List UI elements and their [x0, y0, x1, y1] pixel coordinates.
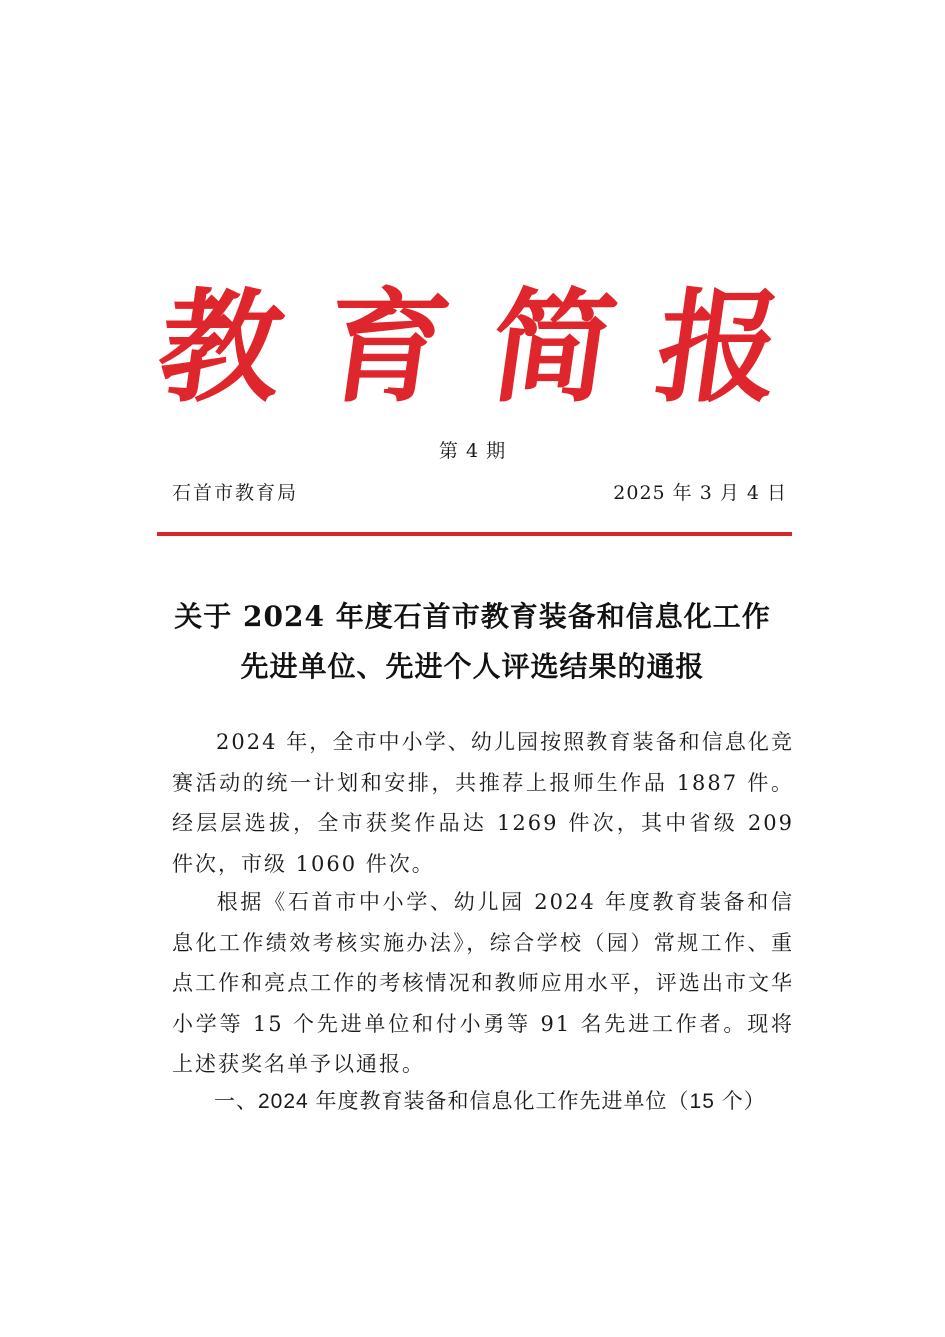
- masthead-char-4: 报: [647, 275, 791, 419]
- masthead-char-2: 育: [315, 275, 459, 419]
- body-paragraph-1-text: 2024 年，全市中小学、幼儿园按照教育装备和信息化竞赛活动的统一计划和安排，共推荐上报师生作品 1887 件。经层层选拔，全市获奖作品达 1269 件次，其中省级 209 件次，市级 1060 件次。: [172, 730, 794, 876]
- masthead-char-1: 教: [149, 275, 293, 419]
- body-paragraph-2-text: 根据《石首市中小学、幼儿园 2024 年度教育装备和信息化工作绩效考核实施办法》，综合学校（园）常规工作、重点工作和亮点工作的考核情况和教师应用水平，评选出市文华小学等 15 个先进单位和付小勇等 91 名先进工作者。现将上述获奖名单予以通报。: [172, 890, 794, 1076]
- issue-number: 第 4 期: [438, 440, 507, 462]
- masthead-char-3: 简: [481, 275, 625, 419]
- header-divider: [157, 532, 792, 536]
- section-heading-1: 一、2024 年度教育装备和信息化工作先进单位（15 个）: [214, 1090, 766, 1113]
- body-paragraph-1: [172, 722, 794, 884]
- body-paragraph-2: [172, 882, 794, 1085]
- publisher: 石首市教育局: [172, 482, 299, 504]
- masthead: [149, 272, 791, 422]
- document-title-line-1: 关于 2024 年度石首市教育装备和信息化工作: [174, 600, 771, 633]
- publish-date: 2025 年 3 月 4 日: [613, 482, 787, 504]
- document-title-line-2: 先进单位、先进个人评选结果的通报: [240, 650, 705, 683]
